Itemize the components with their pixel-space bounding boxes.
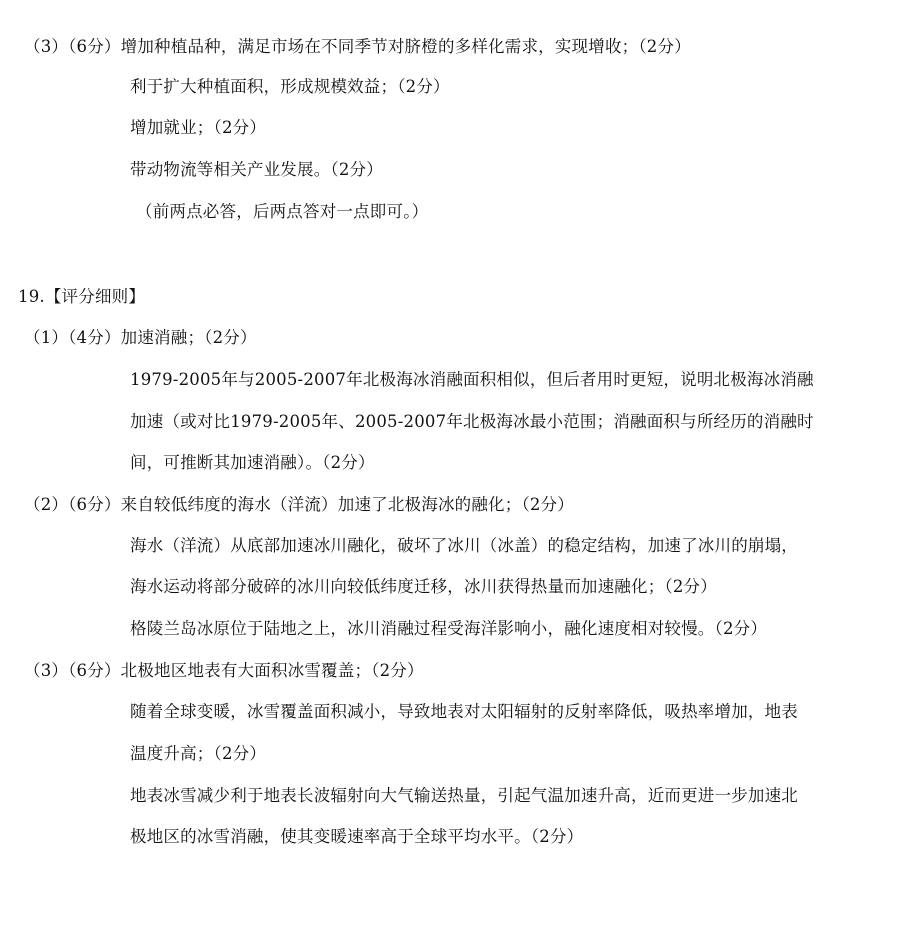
q19-part2-line-4: 格陵兰岛冰原位于陆地之上，冰川消融过程受海洋影响小，融化速度相对较慢。（2分） [130,619,768,638]
q18-part3-note: （前两点必答，后两点答对一点即可。） [136,202,429,221]
q18-part3-line-2: 利于扩大种植面积，形成规模效益；（2分） [130,77,450,96]
q19-part1-line-2: 1979-2005年与2005-2007年北极海冰消融面积相似，但后者用时更短，说明北极海冰消融 [130,370,814,389]
q19-part3-line-1: （3）（6分）北极地区地表有大面积冰雪覆盖；（2分） [24,661,424,680]
q19-part2-line-2: 海水（洋流）从底部加速冰川融化，破坏了冰川（冰盖）的稳定结构，加速了冰川的崩塌， [130,536,798,555]
q19-part2-line-1: （2）（6分）来自较低纬度的海水（洋流）加速了北极海冰的融化；（2分） [24,495,574,514]
q19-part3-line-2: 随着全球变暖，冰雪覆盖面积减小，导致地表对太阳辐射的反射率降低，吸热率增加，地表 [130,702,798,721]
q19-part2-line-3: 海水运动将部分破碎的冰川向较低纬度迁移，冰川获得热量而加速融化；（2分） [130,577,717,596]
q19-part1-line-1: （1）（4分）加速消融；（2分） [24,328,257,347]
q18-part3-line-3: 增加就业；（2分） [130,118,267,137]
q19-part1-line-4: 间，可推断其加速消融）。（2分） [130,453,375,472]
q19-part3-line-5: 极地区的冰雪消融，使其变暖速率高于全球平均水平。（2分） [130,827,584,846]
q19-part3-line-3: 温度升高；（2分） [130,744,267,763]
q19-part1-line-3: 加速（或对比1979-2005年、2005-2007年北极海冰最小范围；消融面积与所经历的消融时 [130,412,814,431]
q19-part3-line-4: 地表冰雪减少利于地表长波辐射向大气输送热量，引起气温加速升高，近而更进一步加速北 [130,786,798,805]
q18-part3-line-4: 带动物流等相关产业发展。（2分） [130,160,383,179]
q19-heading: 19.【评分细则】 [18,287,146,306]
q18-part3-line-1: （3）（6分）增加种植品种，满足市场在不同季节对脐橙的多样化需求，实现增收；（2分） [24,37,691,56]
